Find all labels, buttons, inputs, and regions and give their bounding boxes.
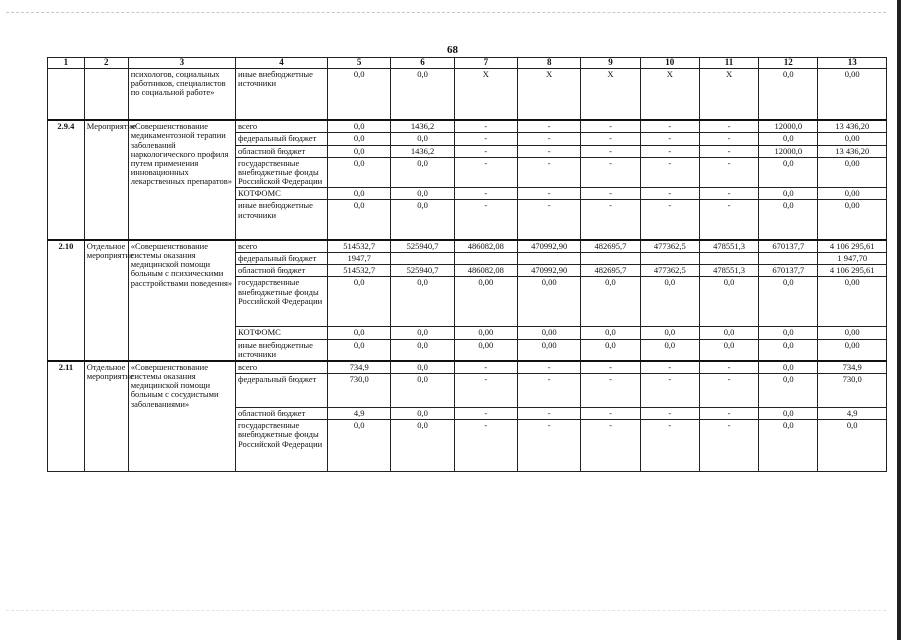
value-cell: 12000,0 (759, 120, 818, 133)
value-cell: 0,0 (759, 374, 818, 408)
value-cell: 0,0 (391, 200, 454, 240)
funding-source: всего (236, 120, 328, 133)
value-cell: - (699, 374, 758, 408)
value-cell: 670137,7 (759, 265, 818, 277)
value-cell: 0,0 (699, 277, 758, 327)
funding-source: федеральный бюджет (236, 374, 328, 408)
value-cell: - (518, 120, 581, 133)
value-cell: 0,0 (327, 157, 390, 188)
page-number: 68 (447, 44, 458, 56)
value-cell: 12000,0 (759, 145, 818, 157)
value-cell: 0,0 (759, 157, 818, 188)
value-cell: 486082,08 (454, 240, 517, 253)
col-header: 10 (640, 58, 699, 69)
program-description: «Совершенствование системы оказания медицинской помощи больным с сосудистыми заболеваниями» (128, 361, 235, 472)
item-type: Отдельное мероприятие (84, 361, 128, 472)
value-cell: - (518, 361, 581, 374)
value-cell: 0,0 (699, 327, 758, 339)
value-cell: 0,0 (391, 361, 454, 374)
value-cell: 0,0 (759, 420, 818, 472)
funding-source: федеральный бюджет (236, 133, 328, 145)
value-cell: 0,0 (759, 68, 818, 120)
value-cell: 0,0 (759, 408, 818, 420)
col-header: 12 (759, 58, 818, 69)
value-cell: - (454, 157, 517, 188)
value-cell: - (640, 188, 699, 200)
value-cell: - (699, 120, 758, 133)
value-cell: 730,0 (818, 374, 887, 408)
value-cell: - (454, 188, 517, 200)
value-cell: 0,00 (818, 188, 887, 200)
value-cell: - (640, 374, 699, 408)
value-cell: 0,0 (327, 145, 390, 157)
value-cell: 0,0 (581, 327, 640, 339)
value-cell: 0,0 (818, 420, 887, 472)
value-cell: 0,00 (454, 339, 517, 361)
col-header: 3 (128, 58, 235, 69)
value-cell: 514532,7 (327, 240, 390, 253)
value-cell: - (454, 145, 517, 157)
item-type: Мероприятие (84, 120, 128, 240)
value-cell: 0,00 (818, 200, 887, 240)
value-cell (699, 253, 758, 265)
value-cell: 1947,7 (327, 253, 390, 265)
funding-source: государственные внебюджетные фонды Российской Федерации (236, 420, 328, 472)
col-header: 1 (48, 58, 85, 69)
value-cell: - (640, 200, 699, 240)
budget-table (47, 57, 887, 472)
value-cell: Х (699, 68, 758, 120)
value-cell: - (518, 374, 581, 408)
funding-source: федеральный бюджет (236, 253, 328, 265)
table-row (48, 361, 887, 374)
value-cell: 670137,7 (759, 240, 818, 253)
value-cell: 0,00 (454, 277, 517, 327)
item-type: Отдельное мероприятие (84, 240, 128, 361)
item-number: 2.10 (48, 240, 85, 361)
value-cell: - (581, 374, 640, 408)
value-cell: 1436,2 (391, 120, 454, 133)
value-cell: 0,0 (699, 339, 758, 361)
value-cell: - (640, 120, 699, 133)
value-cell: 478551,3 (699, 240, 758, 253)
value-cell: 0,0 (327, 188, 390, 200)
value-cell: 0,0 (327, 120, 390, 133)
funding-source: КОТФОМС (236, 327, 328, 339)
value-cell: 0,0 (391, 327, 454, 339)
cell (84, 68, 128, 120)
value-cell: 1 947,70 (818, 253, 887, 265)
value-cell: 482695,7 (581, 265, 640, 277)
value-cell: Х (640, 68, 699, 120)
col-header: 8 (518, 58, 581, 69)
value-cell: - (699, 361, 758, 374)
value-cell: - (518, 200, 581, 240)
value-cell: - (518, 145, 581, 157)
value-cell: 0,0 (391, 157, 454, 188)
value-cell: - (581, 188, 640, 200)
item-number: 2.11 (48, 361, 85, 472)
value-cell: 0,00 (518, 339, 581, 361)
value-cell: - (581, 133, 640, 145)
value-cell: Х (518, 68, 581, 120)
value-cell: - (640, 157, 699, 188)
value-cell: 0,0 (640, 339, 699, 361)
value-cell: 0,0 (327, 277, 390, 327)
value-cell (640, 253, 699, 265)
value-cell: - (518, 420, 581, 472)
value-cell: 0,0 (759, 361, 818, 374)
value-cell: - (454, 374, 517, 408)
value-cell: - (454, 133, 517, 145)
value-cell: 0,0 (391, 68, 454, 120)
value-cell: 478551,3 (699, 265, 758, 277)
value-cell: 514532,7 (327, 265, 390, 277)
value-cell: 0,0 (327, 133, 390, 145)
funding-source: всего (236, 240, 328, 253)
value-cell: - (640, 361, 699, 374)
funding-source: государственные внебюджетные фонды Российской Федерации (236, 157, 328, 188)
value-cell: 0,0 (640, 327, 699, 339)
col-header: 4 (236, 58, 328, 69)
value-cell: - (454, 408, 517, 420)
value-cell: 0,00 (818, 133, 887, 145)
value-cell: - (454, 120, 517, 133)
value-cell: - (518, 133, 581, 145)
value-cell: 482695,7 (581, 240, 640, 253)
value-cell: 4 106 295,61 (818, 265, 887, 277)
col-header: 9 (581, 58, 640, 69)
program-description: «Совершенствование медикаментозной терапии заболеваний наркологического профиля путем применения инновационных лекарственных препаратов» (128, 120, 235, 240)
value-cell: 4,9 (327, 408, 390, 420)
value-cell: 0,0 (391, 374, 454, 408)
value-cell (391, 253, 454, 265)
value-cell: Х (581, 68, 640, 120)
table-row (48, 240, 887, 253)
value-cell (759, 253, 818, 265)
value-cell: - (518, 408, 581, 420)
scan-artifact-line (6, 610, 886, 611)
value-cell: - (581, 157, 640, 188)
value-cell: 1436,2 (391, 145, 454, 157)
value-cell: - (581, 200, 640, 240)
value-cell: 13 436,20 (818, 145, 887, 157)
value-cell: 0,0 (581, 339, 640, 361)
funding-source: областной бюджет (236, 408, 328, 420)
col-header: 2 (84, 58, 128, 69)
col-header: 6 (391, 58, 454, 69)
col-header: 7 (454, 58, 517, 69)
value-cell: 0,0 (391, 339, 454, 361)
program-description: «Совершенствование системы оказания медицинской помощи больным с психическими расстройствами поведения» (128, 240, 235, 361)
value-cell: 0,00 (818, 339, 887, 361)
value-cell: 0,0 (391, 277, 454, 327)
value-cell: - (640, 420, 699, 472)
value-cell: 0,00 (518, 327, 581, 339)
value-cell: 477362,5 (640, 240, 699, 253)
value-cell: 477362,5 (640, 265, 699, 277)
value-cell: 0,0 (327, 327, 390, 339)
value-cell: 0,00 (518, 277, 581, 327)
funding-source: всего (236, 361, 328, 374)
funding-source: КОТФОМС (236, 188, 328, 200)
value-cell: 525940,7 (391, 265, 454, 277)
value-cell: - (699, 188, 758, 200)
value-cell: 0,0 (391, 133, 454, 145)
value-cell (518, 253, 581, 265)
funding-source: областной бюджет (236, 145, 328, 157)
value-cell: 0,00 (818, 277, 887, 327)
value-cell: 730,0 (327, 374, 390, 408)
funding-source: иные внебюджетные источники (236, 339, 328, 361)
value-cell: 0,0 (759, 327, 818, 339)
value-cell: 525940,7 (391, 240, 454, 253)
value-cell: - (581, 361, 640, 374)
value-cell: 0,0 (391, 420, 454, 472)
value-cell: 734,9 (327, 361, 390, 374)
value-cell: 0,0 (327, 68, 390, 120)
value-cell: - (518, 188, 581, 200)
value-cell: - (454, 420, 517, 472)
value-cell: - (699, 145, 758, 157)
value-cell: - (581, 120, 640, 133)
value-cell: 0,00 (454, 327, 517, 339)
scan-edge-bar (897, 0, 901, 640)
value-cell: - (699, 200, 758, 240)
value-cell: 0,00 (818, 327, 887, 339)
value-cell: 0,0 (759, 200, 818, 240)
value-cell: - (699, 408, 758, 420)
table-row (48, 68, 887, 120)
value-cell: - (640, 133, 699, 145)
item-number: 2.9.4 (48, 120, 85, 240)
funding-source: государственные внебюджетные фонды Российской Федерации (236, 277, 328, 327)
value-cell: 0,0 (759, 339, 818, 361)
cell (48, 68, 85, 120)
funding-source: иные внебюджетные источники (236, 200, 328, 240)
value-cell: - (640, 408, 699, 420)
value-cell: Х (454, 68, 517, 120)
value-cell: 0,0 (759, 133, 818, 145)
value-cell: 486082,08 (454, 265, 517, 277)
value-cell (454, 253, 517, 265)
value-cell: 0,0 (759, 277, 818, 327)
value-cell: - (454, 200, 517, 240)
value-cell: - (581, 408, 640, 420)
value-cell: 0,0 (391, 408, 454, 420)
value-cell: 4,9 (818, 408, 887, 420)
value-cell: 0,00 (818, 68, 887, 120)
value-cell: 0,0 (327, 339, 390, 361)
value-cell: 0,0 (640, 277, 699, 327)
column-number-row (48, 58, 887, 69)
col-header: 11 (699, 58, 758, 69)
value-cell: - (640, 145, 699, 157)
value-cell: 470992,90 (518, 240, 581, 253)
value-cell: - (581, 420, 640, 472)
col-header: 13 (818, 58, 887, 69)
funding-source: областной бюджет (236, 265, 328, 277)
program-description: психологов, социальных работников, специалистов по социальной работе» (128, 68, 235, 120)
value-cell: - (581, 145, 640, 157)
value-cell (581, 253, 640, 265)
value-cell: 470992,90 (518, 265, 581, 277)
value-cell: - (699, 420, 758, 472)
value-cell: - (699, 157, 758, 188)
value-cell: 734,9 (818, 361, 887, 374)
value-cell: 0,0 (327, 200, 390, 240)
value-cell: 0,0 (327, 420, 390, 472)
value-cell: 0,0 (391, 188, 454, 200)
value-cell: 4 106 295,61 (818, 240, 887, 253)
table-row (48, 120, 887, 133)
funding-source: иные внебюджетные источники (236, 68, 328, 120)
value-cell: - (454, 361, 517, 374)
value-cell: - (699, 133, 758, 145)
value-cell: - (518, 157, 581, 188)
value-cell: 0,0 (759, 188, 818, 200)
scan-artifact-line (6, 12, 886, 13)
value-cell: 0,0 (581, 277, 640, 327)
col-header: 5 (327, 58, 390, 69)
value-cell: 0,00 (818, 157, 887, 188)
value-cell: 13 436,20 (818, 120, 887, 133)
